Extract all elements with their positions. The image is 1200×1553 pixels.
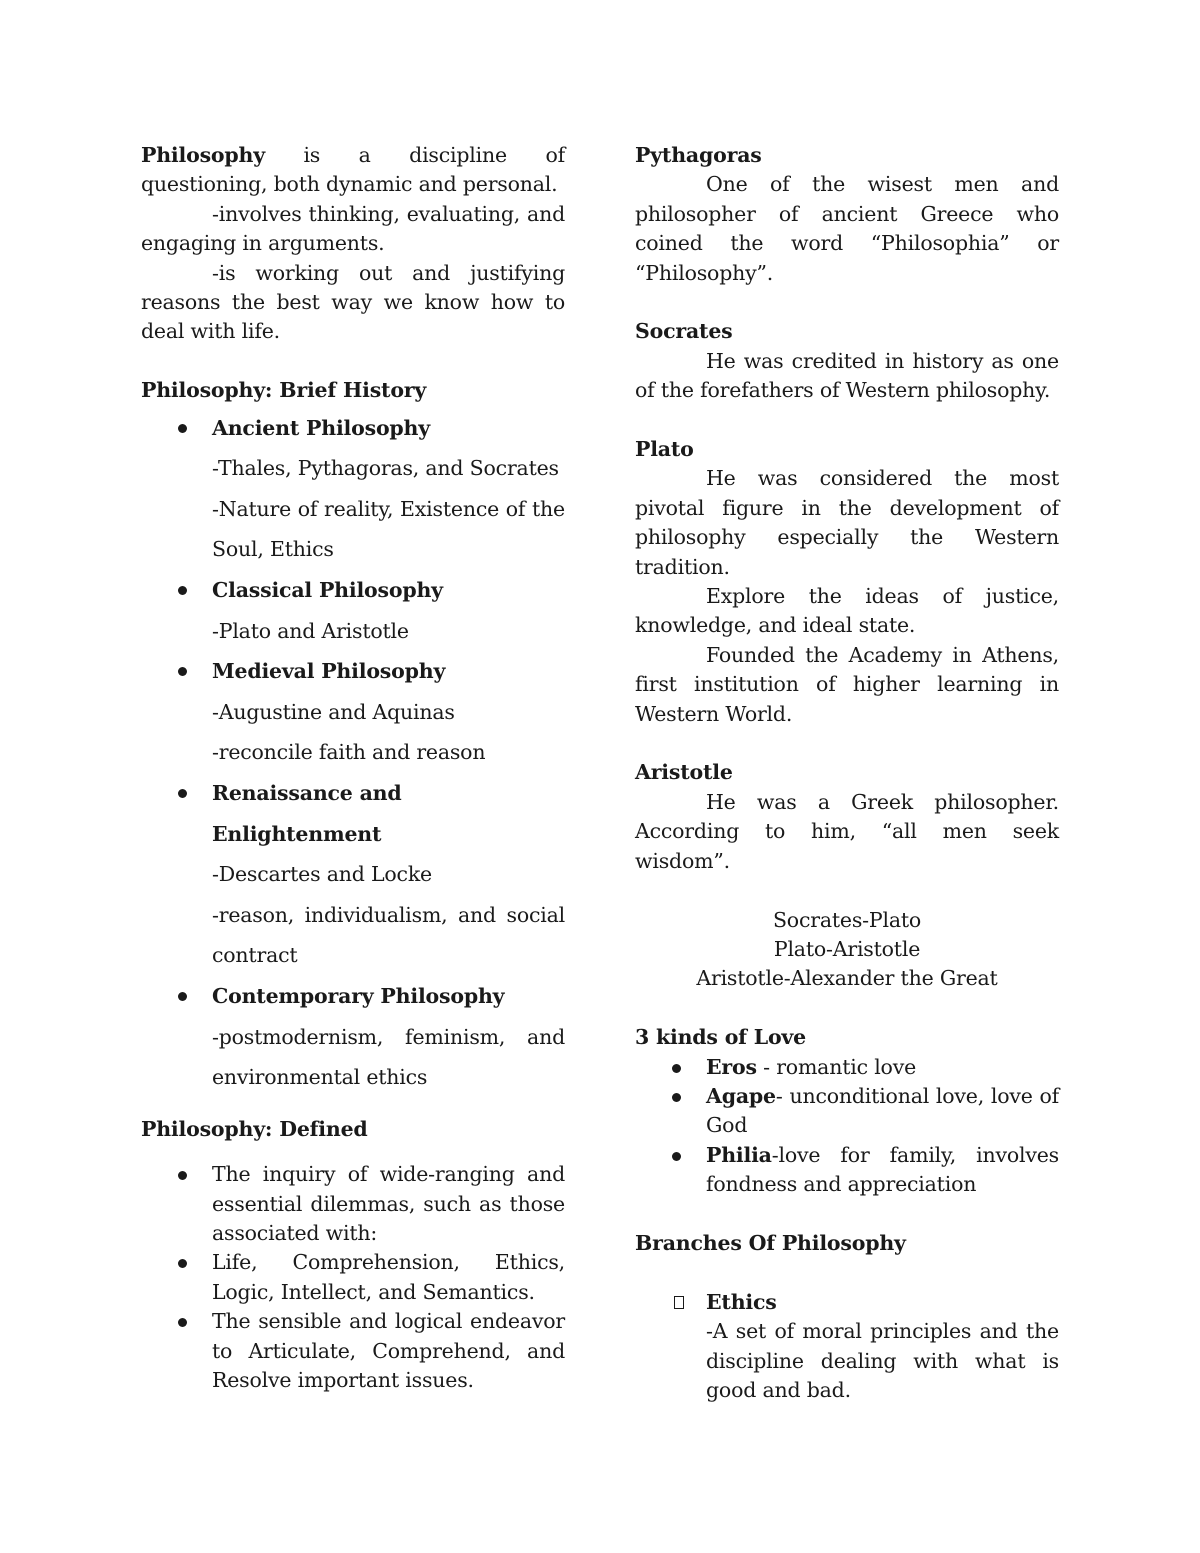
love-term: Agape xyxy=(706,1083,776,1108)
love-desc: -love for family, involves fondness and appreciation xyxy=(706,1142,1059,1197)
plato-heading: Plato xyxy=(635,437,694,462)
defined-item-text: The inquiry of wide-ranging and essential dilemmas, such as those associated with: xyxy=(212,1162,565,1245)
history-item-title: Renaissance and Enlightenment xyxy=(212,780,402,846)
history-item-sub: -Thales, Pythagoras, and Socrates xyxy=(212,456,559,481)
intro-term: Philosophy xyxy=(141,143,265,167)
socrates-heading: Socrates xyxy=(635,319,733,344)
love-desc: - romantic love xyxy=(756,1054,917,1079)
bullet-icon xyxy=(178,586,187,595)
intro-line-3: -is working out and justifying reasons the best way we know how to deal with life. xyxy=(141,260,565,344)
bullet-icon xyxy=(178,424,187,433)
intro-definition xyxy=(141,141,565,200)
history-heading: Philosophy: Brief History xyxy=(141,378,427,403)
love-desc: - unconditional love, love of God xyxy=(706,1083,1059,1138)
history-item xyxy=(141,570,565,611)
love-item xyxy=(635,1082,1059,1141)
history-item-title: Classical Philosophy xyxy=(212,578,443,603)
socrates-text: He was credited in history as one of the forefathers of Western philosophy. xyxy=(635,348,1059,403)
branch-item xyxy=(635,1288,1059,1317)
history-list xyxy=(141,408,565,1098)
aristotle-heading: Aristotle xyxy=(635,760,733,785)
plato-text-3: Founded the Academy in Athens, first institution of higher learning in Western World. xyxy=(635,642,1059,726)
defined-item xyxy=(141,1307,565,1395)
bullet-icon xyxy=(178,992,187,1001)
bullet-icon xyxy=(178,1259,187,1268)
intro-line-2: -involves thinking, evaluating, and engaging in arguments. xyxy=(141,201,565,256)
bullet-icon xyxy=(178,1171,187,1180)
history-item xyxy=(141,651,565,692)
right-column xyxy=(635,141,1059,1405)
pythagoras-heading: Pythagoras xyxy=(635,143,762,167)
bullet-icon xyxy=(672,1093,681,1102)
bullet-icon xyxy=(672,1064,681,1073)
defined-item-text: The sensible and logical endeavor to Articulate, Comprehend, and Resolve important issues. xyxy=(212,1309,565,1392)
bullet-icon xyxy=(178,789,187,798)
history-item-sub: -Descartes and Locke xyxy=(212,862,432,887)
lineage-item: Socrates-Plato xyxy=(772,907,922,932)
branches-heading: Branches Of Philosophy xyxy=(635,1230,906,1255)
defined-list xyxy=(141,1160,565,1395)
bullet-icon xyxy=(178,667,187,676)
history-item xyxy=(141,773,565,854)
lineage-list xyxy=(635,906,1059,994)
love-item xyxy=(635,1053,1059,1082)
intro-text: is a discipline of questioning, both dynamic and personal. xyxy=(141,143,565,197)
plato-text-1: He was considered the most pivotal figure in the development of philosophy especially the Western tradition. xyxy=(635,466,1059,579)
branch-item-title: Ethics xyxy=(706,1289,777,1314)
branches-list xyxy=(635,1288,1059,1406)
history-item-sub: -Nature of reality, Existence of the Soul, Ethics xyxy=(212,496,565,562)
love-heading: 3 kinds of Love xyxy=(635,1025,806,1050)
history-item-sub: -Plato and Aristotle xyxy=(212,618,409,643)
love-item xyxy=(635,1141,1059,1200)
love-term: Eros xyxy=(706,1054,757,1079)
lineage-item: Aristotle-Alexander the Great xyxy=(696,966,998,991)
history-item xyxy=(141,408,565,449)
checkbox-square-icon xyxy=(674,1296,684,1309)
history-item-title: Ancient Philosophy xyxy=(212,415,430,440)
pythagoras-text: One of the wisest men and philosopher of ancient Greece who coined the word “Philosophia” or “Philosophy”. xyxy=(635,172,1059,285)
defined-item xyxy=(141,1248,565,1307)
history-item-sub: -reconcile faith and reason xyxy=(212,740,486,765)
bullet-icon xyxy=(672,1152,681,1161)
history-item-title: Medieval Philosophy xyxy=(212,659,446,684)
defined-item xyxy=(141,1160,565,1248)
defined-item-text: Life, Comprehension, Ethics, Logic, Intellect, and Semantics. xyxy=(212,1250,565,1304)
branch-item-text: -A set of moral principles and the discipline dealing with what is good and bad. xyxy=(706,1319,1059,1402)
plato-text-2: Explore the ideas of justice, knowledge, and ideal state. xyxy=(635,584,1059,638)
history-item-sub: -Augustine and Aquinas xyxy=(212,699,455,724)
history-item-title: Contemporary Philosophy xyxy=(212,983,505,1008)
bullet-icon xyxy=(178,1318,187,1327)
lineage-item: Plato-Aristotle xyxy=(773,936,921,961)
defined-heading: Philosophy: Defined xyxy=(141,1116,368,1141)
aristotle-text: He was a Greek philosopher. According to him, “all men seek wisdom”. xyxy=(635,789,1059,873)
love-term: Philia xyxy=(706,1142,772,1167)
love-list xyxy=(635,1053,1059,1200)
history-item xyxy=(141,976,565,1017)
history-item-sub: -postmodernism, feminism, and environmental ethics xyxy=(212,1024,565,1090)
history-item-sub: -reason, individualism, and social contract xyxy=(212,902,565,968)
left-column xyxy=(141,141,565,1395)
